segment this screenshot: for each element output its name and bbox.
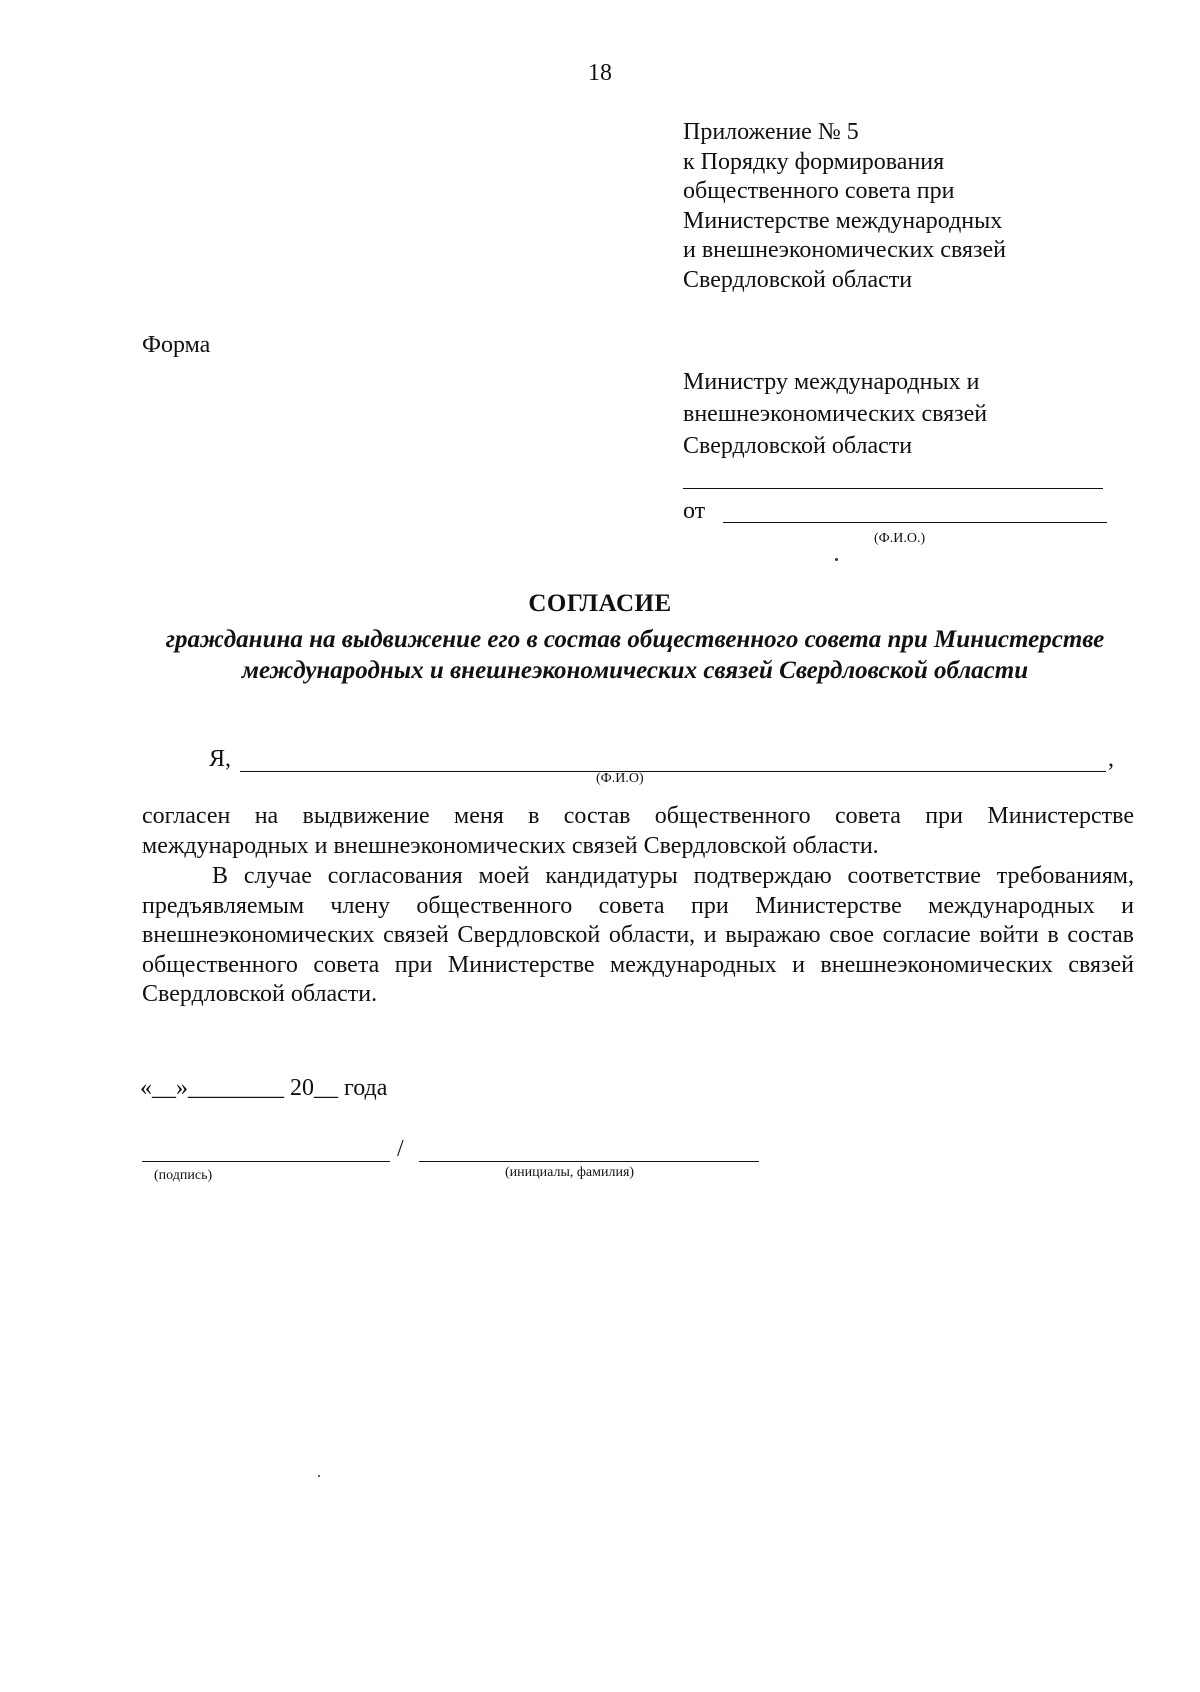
signature-line bbox=[142, 1161, 390, 1162]
date-field: «__»________ 20__ года bbox=[140, 1075, 388, 1101]
addressee-blank-line bbox=[683, 488, 1103, 489]
addressee-line: внешнеэкономических связей bbox=[683, 401, 988, 427]
signature-caption: (подпись) bbox=[154, 1168, 213, 1183]
appendix-block bbox=[683, 118, 1006, 295]
subtitle-line: гражданина на выдвижение его в состав общественного совета при Министерстве bbox=[165, 626, 1105, 653]
ya-label: Я, bbox=[209, 746, 232, 772]
appendix-line: общественного совета при bbox=[683, 178, 955, 204]
appendix-line: Приложение № 5 bbox=[683, 119, 859, 145]
appendix-line: Министерстве международных bbox=[683, 207, 1003, 234]
signature-slash: / bbox=[397, 1136, 404, 1162]
scan-speck bbox=[318, 1475, 320, 1477]
page-number: 18 bbox=[588, 60, 612, 86]
initials-caption: (инициалы, фамилия) bbox=[505, 1165, 635, 1180]
initials-line bbox=[419, 1161, 759, 1162]
form-label: Форма bbox=[142, 332, 211, 358]
document-subtitle bbox=[140, 624, 1130, 686]
appendix-line: Свердловской области bbox=[683, 266, 913, 293]
appendix-line: к Порядку формирования bbox=[683, 148, 945, 175]
appendix-line: и внешнеэкономических связей bbox=[683, 237, 1006, 263]
from-label: от bbox=[683, 498, 706, 524]
addressee-line: Свердловской области bbox=[683, 433, 913, 459]
addressee-block bbox=[683, 366, 987, 462]
fio-fill-line bbox=[240, 771, 1106, 772]
addressee-line: Министру международных и bbox=[683, 369, 980, 395]
scan-speck bbox=[835, 558, 838, 561]
fio-caption: (Ф.И.О.) bbox=[874, 531, 926, 546]
from-fio-line bbox=[723, 522, 1107, 523]
fio-caption-2: (Ф.И.О) bbox=[596, 771, 644, 786]
subtitle-line: международных и внешнеэкономических связей Свердловской области bbox=[241, 657, 1029, 684]
document-title: СОГЛАСИЕ bbox=[528, 590, 672, 617]
fio-comma: , bbox=[1108, 746, 1114, 772]
body-paragraph-1: согласен на выдвижение меня в состав общественного совета при Министерстве международных и внешнеэкономических связей Свердловской области. bbox=[142, 803, 1134, 859]
body-paragraph-2: В случае согласования моей кандидатуры подтверждаю соответствие требованиям, предъявляемым члену общественного совета при Министерстве международных и внешнеэкономических связей Свердловской области, и выражаю свое согласие войти в состав общественного совета при Министерстве международных и внешнеэкономических связей Свердловской области. bbox=[142, 863, 1134, 1007]
